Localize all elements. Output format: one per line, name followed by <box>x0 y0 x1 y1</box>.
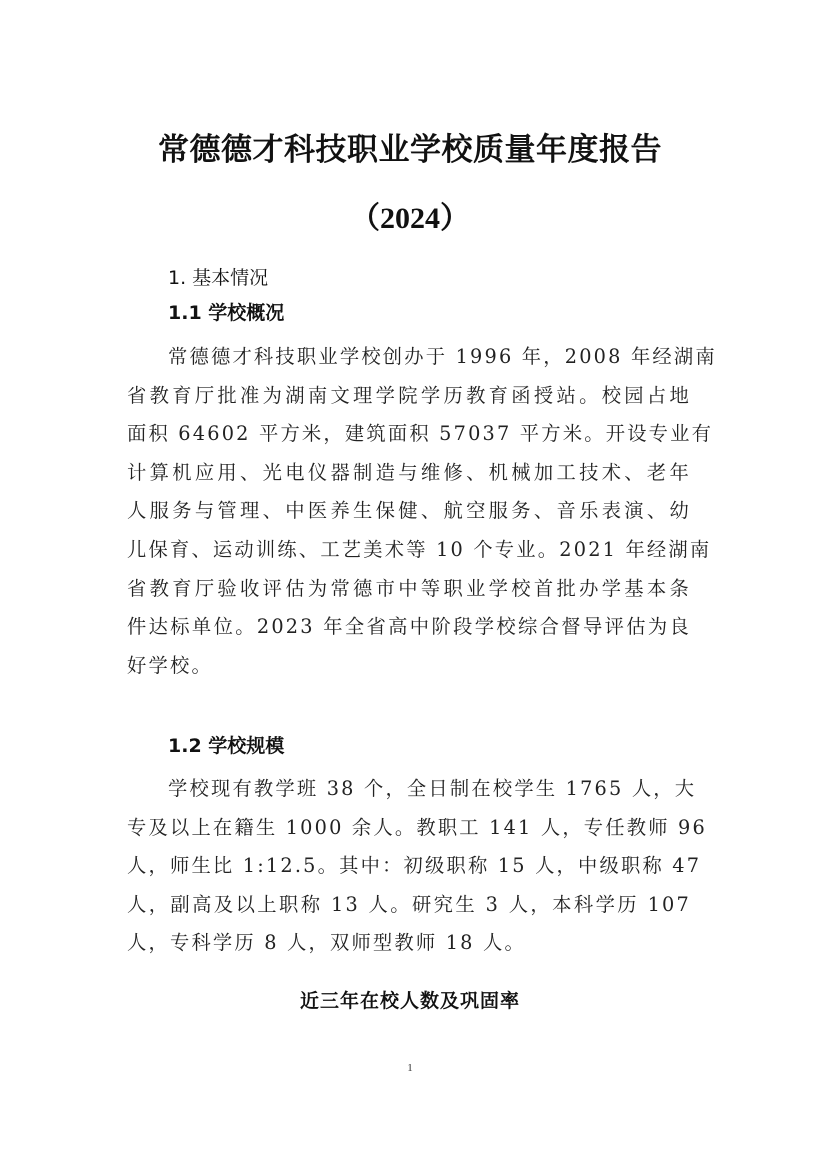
paragraph-line: 好学校。 <box>127 653 213 677</box>
paragraph-school-overview <box>127 338 717 685</box>
page-number: 1 <box>407 1062 413 1074</box>
paragraph-line: 儿保育、运动训练、工艺美术等 10 个专业。2021 年经湖南 <box>127 537 712 561</box>
table-caption: 近三年在校人数及巩固率 <box>299 990 520 1012</box>
paragraph-school-scale <box>127 770 707 963</box>
paragraph-line: 学校现有教学班 38 个，全日制在校学生 1765 人，大 <box>168 777 697 800</box>
section-heading-school-scale: 1.2 学校规模 <box>168 735 285 757</box>
paragraph-line: 常德德才科技职业学校创办于 1996 年，2008 年经湖南 <box>168 345 717 368</box>
document-year: （2024） <box>350 202 470 235</box>
paragraph-line: 计算机应用、光电仪器制造与维修、机械加工技术、老年 <box>127 460 691 484</box>
paragraph-line: 省教育厅批准为湖南文理学院学历教育函授站。校园占地 <box>127 383 691 407</box>
paragraph-line: 省教育厅验收评估为常德市中等职业学校首批办学基本条 <box>127 576 691 600</box>
paragraph-line: 专及以上在籍生 1000 余人。教职工 141 人，专任教师 96 <box>127 815 707 839</box>
paragraph-line: 人，师生比 1:12.5。其中：初级职称 15 人，中级职称 47 <box>127 854 702 878</box>
section-heading-school-overview: 1.1 学校概况 <box>168 302 285 324</box>
paragraph-line: 件达标单位。2023 年全省高中阶段学校综合督导评估为良 <box>127 615 691 639</box>
document-title: 常德德才科技职业学校质量年度报告 <box>158 132 662 168</box>
paragraph-line: 人，副高及以上职称 13 人。研究生 3 人，本科学历 107 <box>127 892 691 916</box>
paragraph-line: 人，专科学历 8 人，双师型教师 18 人。 <box>127 931 526 955</box>
section-heading-basic-info: 1. 基本情况 <box>168 267 269 289</box>
paragraph-line: 人服务与管理、中医养生保健、航空服务、音乐表演、幼 <box>127 499 691 523</box>
paragraph-line: 面积 64602 平方米，建筑面积 57037 平方米。开设专业有 <box>127 422 714 446</box>
